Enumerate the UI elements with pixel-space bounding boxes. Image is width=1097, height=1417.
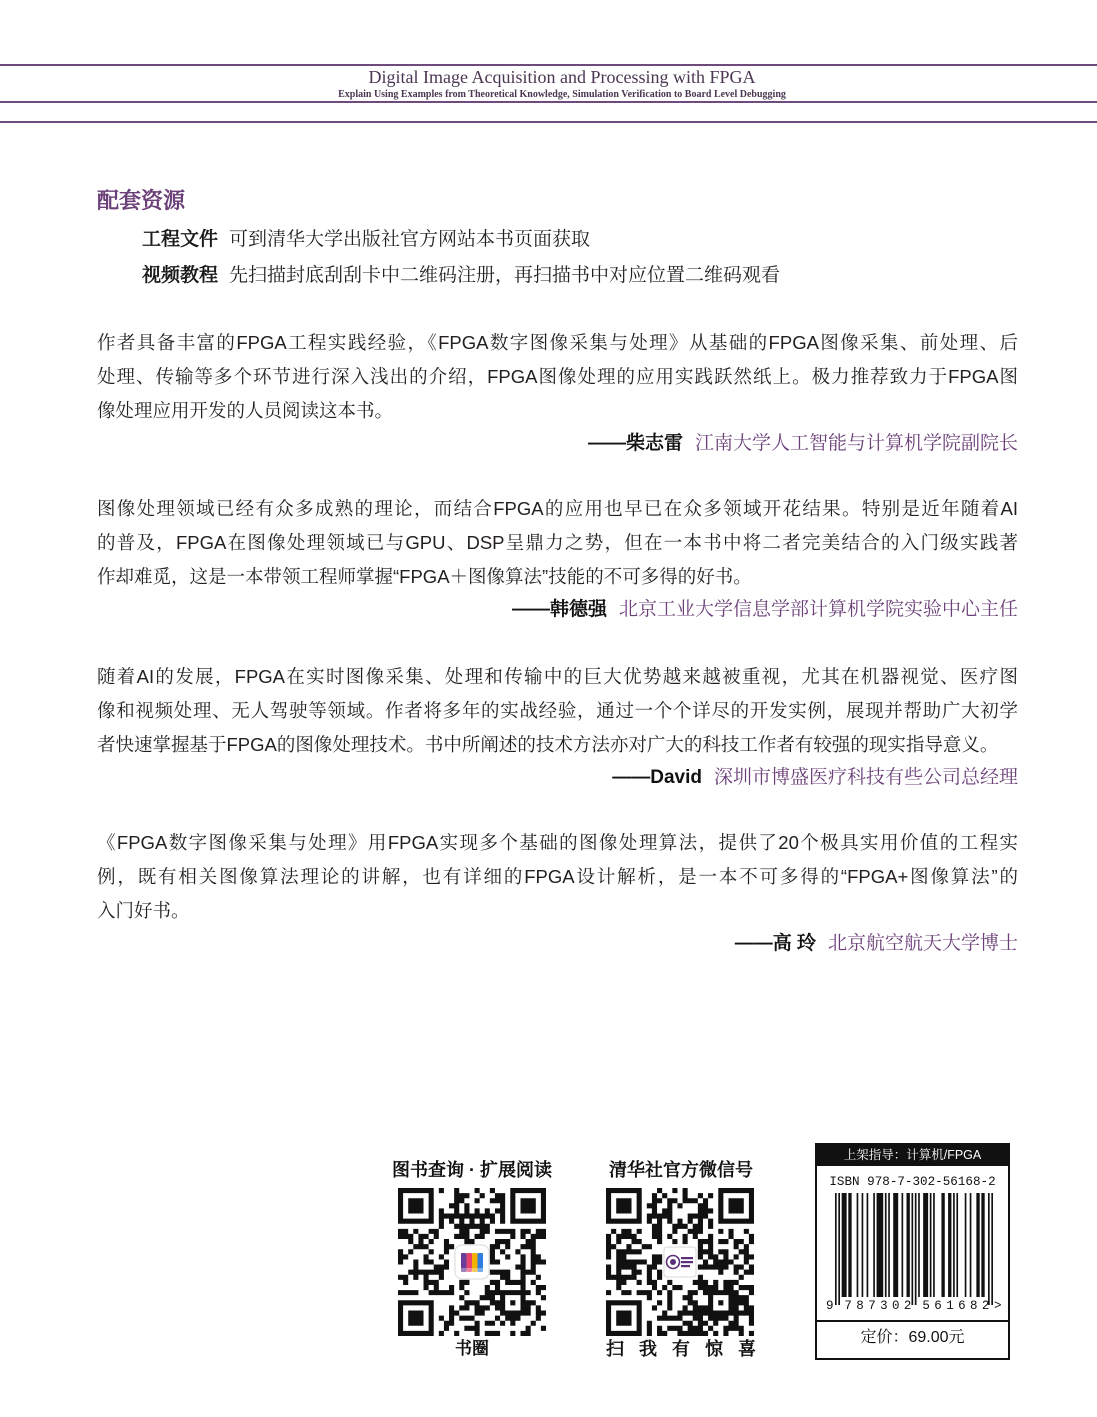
endorsement-line: 像和视频处理、无人驾驶等领域。作者将多年的实战经验，通过一个个详尽的开发实例，展现并帮助广大初学 (97, 700, 1018, 721)
endorser-name: ——高 玲 (734, 933, 816, 954)
book-subtitle-en: Explain Using Examples from Theoretical Knowledge, Simulation Verification to Board Level Debugging (338, 89, 786, 100)
resource-text: 可到清华大学出版社官方网站本书页面获取 (229, 229, 591, 250)
barcode-quiet-zone-marker: > (994, 1299, 1002, 1313)
qr-caption-scan-surprise: 扫 我 有 惊 喜 (605, 1339, 761, 1359)
endorsement-attribution (97, 928, 1018, 960)
resource-item-project-files (142, 223, 590, 257)
resource-label: 视频教程 (142, 265, 219, 286)
endorsement-attribution (97, 428, 1018, 460)
tsinghua-press-logo-icon (663, 1246, 697, 1278)
header-rule-bottom (0, 121, 1097, 123)
barcode-divider (817, 1320, 1008, 1322)
barcode-guard-bars (835, 1193, 993, 1305)
endorser-affiliation: 北京航空航天大学博士 (827, 933, 1018, 954)
endorsement-line: 例，既有相关图像算法理论的讲解，也有详细的FPGA设计解析，是一本不可多得的“FPGA+图像算法”的 (97, 866, 1018, 887)
qr-caption-book-circle: 书圈 (455, 1339, 489, 1358)
endorser-name: ——David (612, 767, 702, 788)
endorsement-line: 像处理应用开发的人员阅读这本书。 (97, 400, 394, 421)
qr-caption-wechat-official: 清华社官方微信号 (609, 1160, 753, 1180)
barcode-digit-first: 9 (826, 1299, 834, 1313)
book-title-en: Digital Image Acquisition and Processing with FPGA (368, 67, 756, 87)
endorsement-line: 《FPGA数字图像采集与处理》用FPGA实现多个基础的图像处理算法，提供了20个极具实用价值的工程实 (97, 832, 1018, 853)
endorsement-line: 者快速掌握基于FPGA的图像处理技术。书中所阐述的技术方法亦对广大的科技工作者有较强的现实指导意义。 (97, 734, 999, 755)
endorsement-block (97, 326, 1018, 460)
resource-label: 工程文件 (142, 229, 219, 250)
endorser-affiliation: 北京工业大学信息学部计算机学院实验中心主任 (618, 599, 1018, 620)
header-rule-thick (0, 101, 1097, 103)
book-circle-logo-icon (454, 1244, 490, 1280)
endorsement-attribution (97, 594, 1018, 626)
shelving-category-label: 上架指导：计算机/FPGA (817, 1145, 1008, 1166)
barcode-box (815, 1143, 1010, 1360)
endorsement-block (97, 492, 1018, 626)
endorsement-attribution (97, 762, 1018, 794)
isbn-text: ISBN 978-7-302-56168-2 (829, 1175, 996, 1189)
resource-text: 先扫描封底刮刮卡中二维码注册，再扫描书中对应位置二维码观看 (229, 265, 781, 286)
endorsement-line: 作者具备丰富的FPGA工程实践经验，《FPGA数字图像采集与处理》从基础的FPGA图像采集、前处理、后 (97, 332, 1018, 353)
barcode-digits-right: 561682 (922, 1299, 994, 1313)
endorsement-line: 图像处理领域已经有众多成熟的理论，而结合FPGA的应用也早已在众多领域开花结果。特别是近年随着AI (97, 498, 1018, 519)
resource-item-video-tutorial (142, 259, 780, 293)
endorser-name: ——韩德强 (511, 599, 607, 620)
resources-heading: 配套资源 (97, 188, 186, 213)
qr-caption-book-search: 图书查询 · 扩展阅读 (392, 1160, 552, 1180)
endorser-affiliation: 江南大学人工智能与计算机学院副院长 (694, 433, 1018, 454)
barcode-bars (842, 1193, 985, 1297)
endorsement-block (97, 826, 1018, 960)
barcode-digits-left: 787302 (844, 1299, 916, 1313)
endorsement-line: 入门好书。 (97, 900, 190, 921)
endorsement-line: 作却难觅，这是一本带领工程师掌握“FPGA＋图像算法”技能的不可多得的好书。 (97, 566, 752, 587)
price-text: 定价：69.00元 (860, 1329, 965, 1346)
ean13-barcode (835, 1193, 993, 1308)
endorsement-block (97, 660, 1018, 794)
endorser-name: ——柴志雷 (587, 433, 683, 454)
endorser-affiliation: 深圳市博盛医疗科技有些公司总经理 (713, 767, 1018, 788)
endorsement-line: 处理、传输等多个环节进行深入浅出的介绍，FPGA图像处理的应用实践跃然纸上。极力推荐致力于FPGA图 (97, 366, 1018, 387)
endorsement-line: 的普及，FPGA在图像处理领域已与GPU、DSP呈鼎力之势，但在一本书中将二者完美结合的入门级实践著 (97, 532, 1018, 553)
endorsement-line: 随着AI的发展，FPGA在实时图像采集、处理和传输中的巨大优势越来越被重视，尤其在机器视觉、医疗图 (97, 666, 1018, 687)
